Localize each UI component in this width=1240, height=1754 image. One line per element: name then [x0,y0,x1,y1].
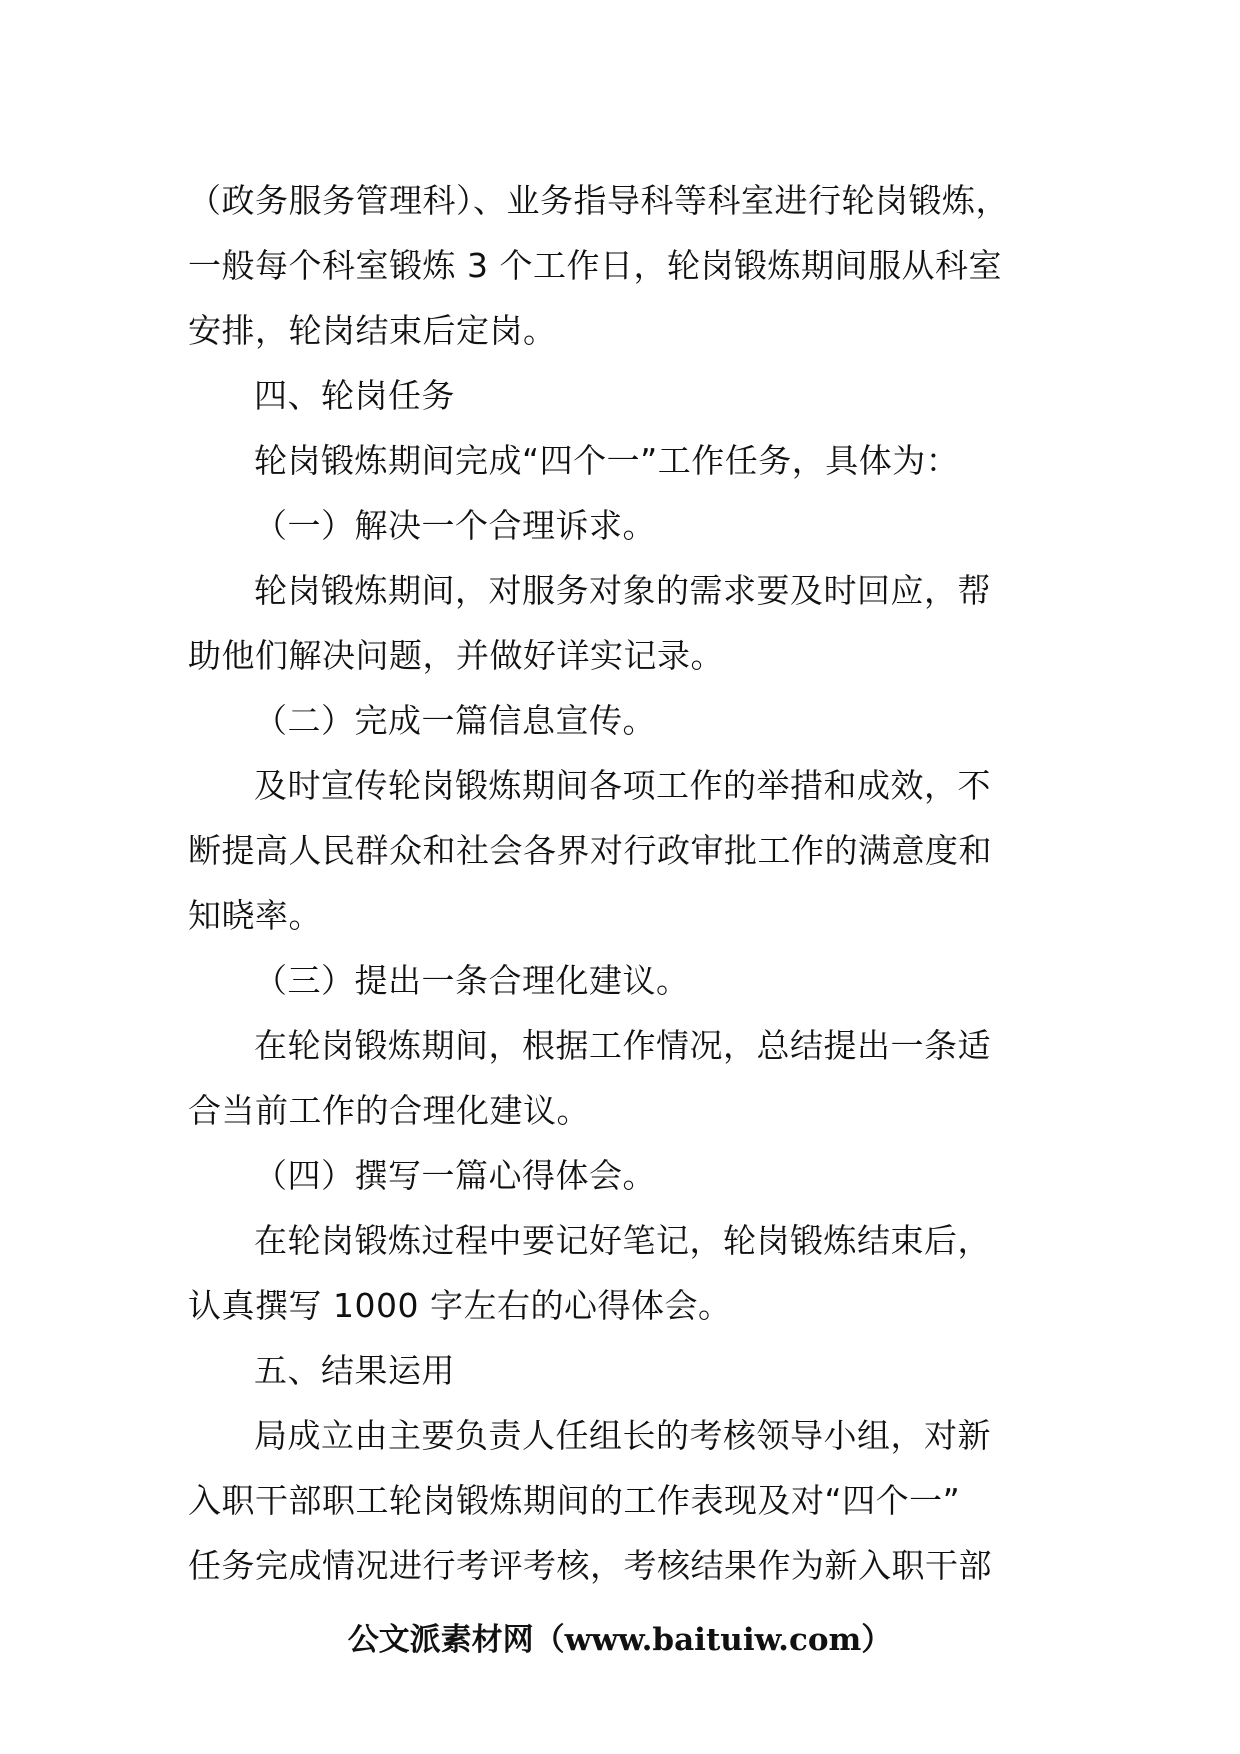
section-heading: 五、结果运用 [254,1351,455,1390]
subsection-heading: （四）撰写一篇心得体会。 [254,1156,656,1195]
text-line: 在轮岗锻炼期间，根据工作情况，总结提出一条适 [254,1026,991,1065]
text-line: 及时宣传轮岗锻炼期间各项工作的举措和成效，不 [254,766,991,805]
text-line: （政务服务管理科）、业务指导科等科室进行轮岗锻炼， [188,181,1009,220]
subsection-heading: （三）提出一条合理化建议。 [254,961,690,1000]
text-line: 轮岗锻炼期间，对服务对象的需求要及时回应，帮 [254,571,991,610]
subsection-heading: （一）解决一个合理诉求。 [254,506,656,545]
text-line: 局成立由主要负责人任组长的考核领导小组，对新 [254,1416,991,1455]
text-line: 助他们解决问题，并做好详实记录。 [188,636,724,675]
text-line: 安排，轮岗结束后定岗。 [188,311,557,350]
body-text [188,168,1008,1598]
text-line: 在轮岗锻炼过程中要记好笔记，轮岗锻炼结束后， [254,1221,991,1260]
text-line: 任务完成情况进行考评考核，考核结果作为新入职干部 [188,1546,992,1585]
text-line: 一般每个科室锻炼 3 个工作日，轮岗锻炼期间服从科室 [188,246,1002,285]
section-heading: 四、轮岗任务 [254,376,455,415]
text-line: 入职干部职工轮岗锻炼期间的工作表现及对“四个一” [188,1481,961,1520]
footer-watermark: 公文派素材网（www.baituiw.com） [347,1622,893,1658]
text-line: 轮岗锻炼期间完成“四个一”工作任务，具体为： [254,441,960,480]
subsection-heading: （二）完成一篇信息宣传。 [254,701,656,740]
text-line: 认真撰写 1000 字左右的心得体会。 [188,1286,732,1325]
text-line: 断提高人民群众和社会各界对行政审批工作的满意度和 [188,831,992,870]
text-line: 知晓率。 [188,896,322,935]
text-line: 合当前工作的合理化建议。 [188,1091,590,1130]
